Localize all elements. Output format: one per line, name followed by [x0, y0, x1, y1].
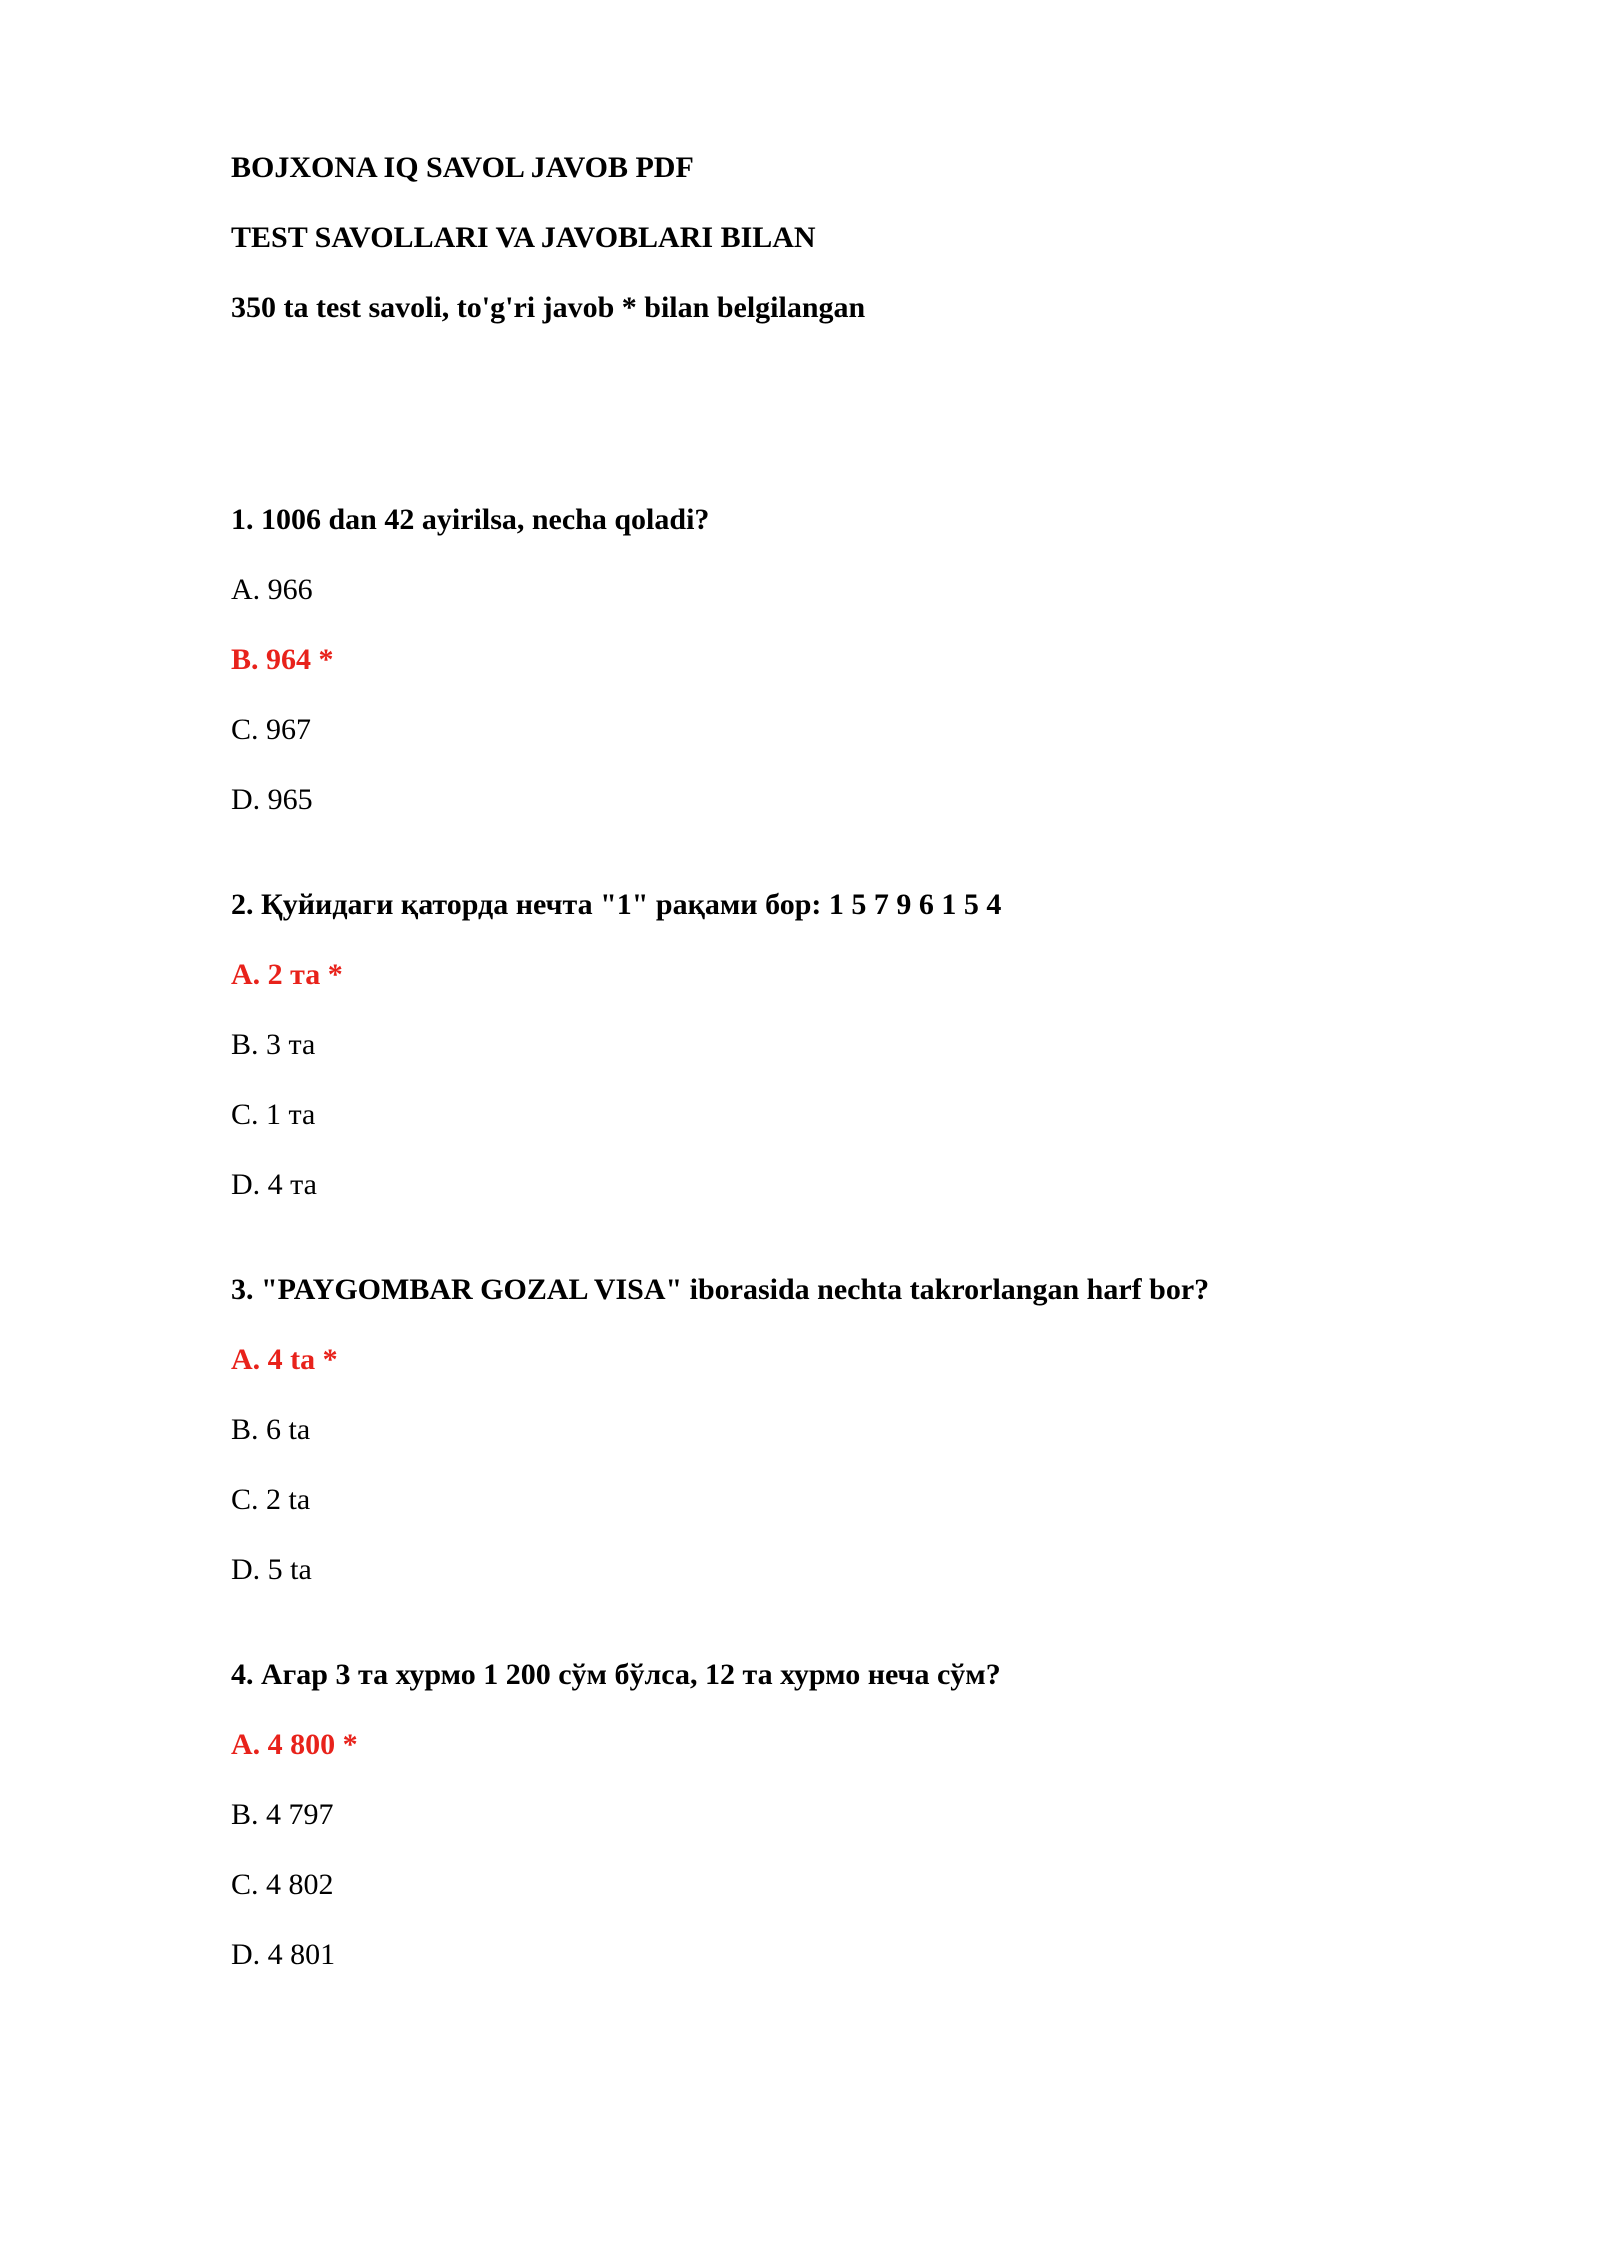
answer-option-c: C. 967	[231, 713, 312, 746]
answer-option-b-correct: B. 964 *	[231, 643, 334, 676]
answer-option-c: C. 4 802	[231, 1868, 334, 1901]
question-1	[231, 502, 1431, 817]
answer-option-a-correct: A. 4 ta *	[231, 1343, 338, 1376]
document-title: BOJXONA IQ SAVOL JAVOB PDF	[231, 151, 694, 184]
answer-option-d: D. 5 ta	[231, 1553, 312, 1586]
document-subtitle: TEST SAVOLLARI VA JAVOBLARI BILAN	[231, 221, 816, 254]
question-text: 4. Агар 3 та хурмо 1 200 сўм бўлса, 12 та хурмо неча сўм?	[231, 1658, 1001, 1691]
answer-option-c: C. 2 ta	[231, 1483, 311, 1516]
question-2	[231, 887, 1431, 1202]
question-list	[231, 502, 1431, 2042]
question-3	[231, 1272, 1431, 1587]
answer-option-b: B. 6 ta	[231, 1413, 311, 1446]
question-text: 2. Қуйидаги қаторда нечта "1" рақами бор: 1 5 7 9 6 1 5 4	[231, 888, 1002, 921]
answer-option-b: B. 4 797	[231, 1798, 334, 1831]
question-text: 1. 1006 dan 42 ayirilsa, necha qoladi?	[231, 503, 710, 536]
answer-option-a-correct: A. 2 та *	[231, 958, 343, 991]
answer-option-a-correct: A. 4 800 *	[231, 1728, 358, 1761]
question-4	[231, 1657, 1431, 1972]
question-text: 3. "PAYGOMBAR GOZAL VISA" iborasida nechta takrorlangan harf bor?	[231, 1273, 1210, 1306]
answer-option-d: D. 965	[231, 783, 313, 816]
answer-option-b: B. 3 та	[231, 1028, 316, 1061]
document-header	[231, 150, 1431, 360]
document-note: 350 ta test savoli, to'g'ri javob * bilan belgilangan	[231, 291, 866, 324]
answer-option-c: C. 1 та	[231, 1098, 316, 1131]
answer-option-d: D. 4 801	[231, 1938, 336, 1971]
answer-option-a: A. 966	[231, 573, 313, 606]
answer-option-d: D. 4 та	[231, 1168, 317, 1201]
